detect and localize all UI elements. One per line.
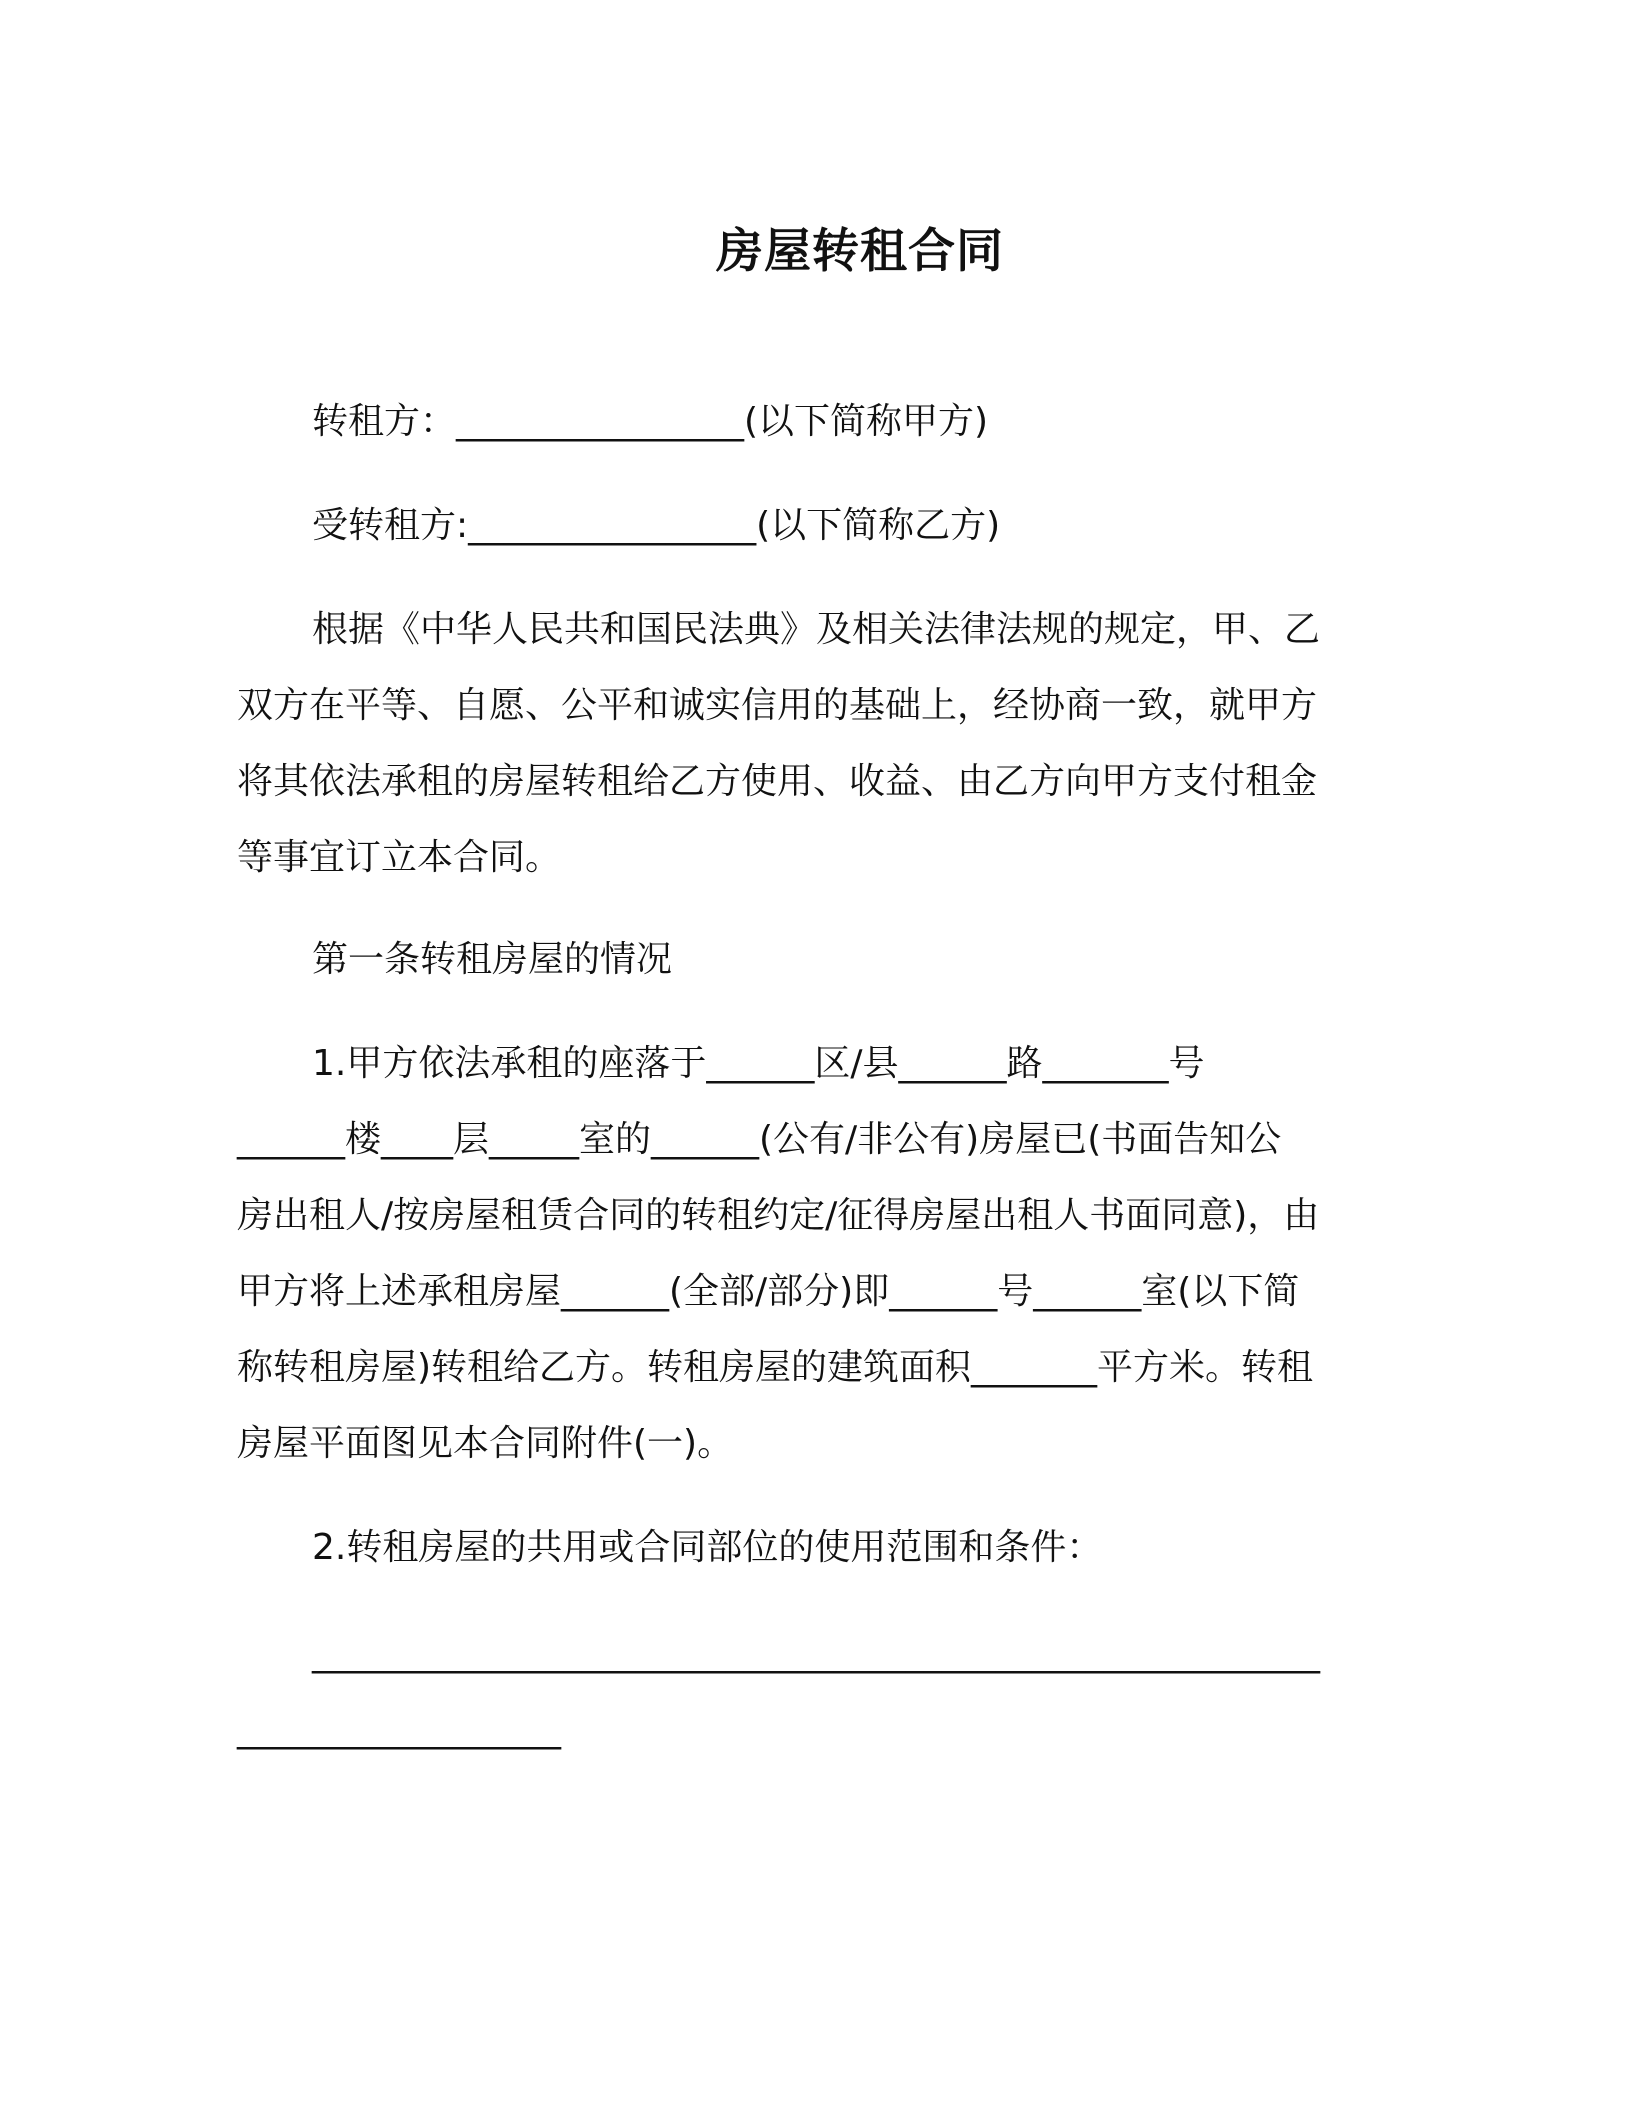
clause-1-line-6: 房屋平面图见本合同附件(一)。 <box>237 1423 734 1464</box>
clause-1-line-5: 称转租房屋)转租给乙方。转租房屋的建筑面积_______平方米。转租 <box>237 1347 1314 1388</box>
clause-1-line-2: ______楼____层_____室的______(公有/非公有)房屋已(书面告知公 <box>237 1119 1282 1160</box>
document-title: 房屋转租合同 <box>716 224 1004 279</box>
sublessor-line: 转租方：________________(以下简称甲方) <box>312 401 989 442</box>
blank-fill-line-1: ________________________________________________________ <box>312 1633 1320 1674</box>
preamble-line-1: 根据《中华人民共和国民法典》及相关法律法规的规定，甲、乙 <box>312 609 1321 650</box>
preamble-line-3: 将其依法承租的房屋转租给乙方使用、收益、由乙方向甲方支付租金 <box>237 761 1318 802</box>
clause-1-line-1: 1.甲方依法承租的座落于______区/县______路_______号 <box>312 1043 1205 1084</box>
clause-1-line-3: 房出租人/按房屋租赁合同的转租约定/征得房屋出租人书面同意)，由 <box>237 1195 1320 1236</box>
preamble-line-2: 双方在平等、自愿、公平和诚实信用的基础上，经协商一致，就甲方 <box>237 685 1318 726</box>
sublessee-line: 受转租方:________________(以下简称乙方) <box>312 505 1001 546</box>
blank-fill-line-2: __________________ <box>237 1709 561 1750</box>
preamble-line-4: 等事宜订立本合同。 <box>237 837 562 878</box>
article-1-heading: 第一条转租房屋的情况 <box>312 939 673 980</box>
clause-1-line-4: 甲方将上述承租房屋______(全部/部分)即______号______室(以下简 <box>237 1271 1300 1312</box>
clause-2-line-1: 2.转租房屋的共用或合同部位的使用范围和条件： <box>312 1527 1103 1568</box>
